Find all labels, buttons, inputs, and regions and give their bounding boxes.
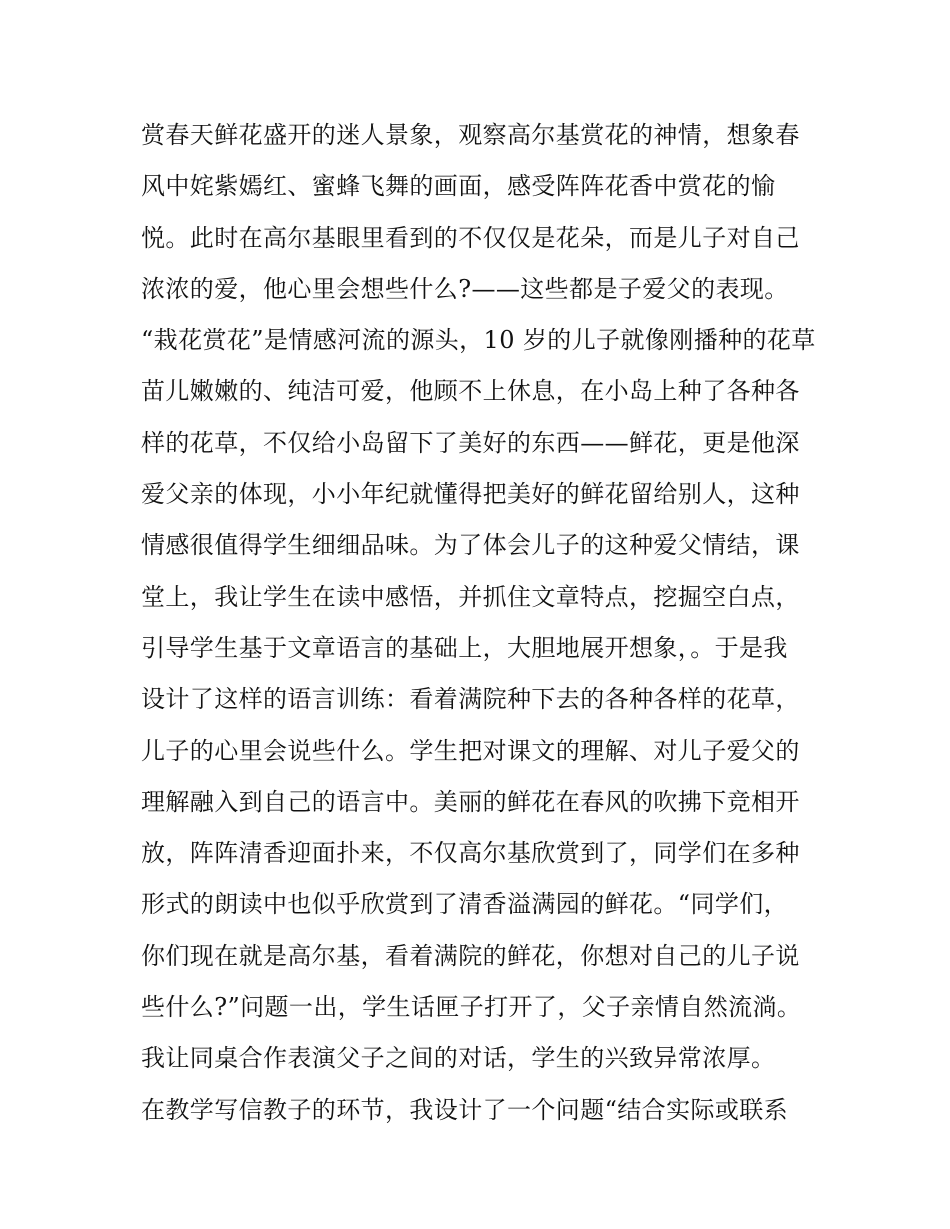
text-line: 赏春天鲜花盛开的迷人景象，观察高尔基赏花的神情，想象春 bbox=[141, 121, 800, 149]
text-line: 爱父亲的体现，小小年纪就懂得把美好的鲜花留给别人，这种 bbox=[141, 480, 800, 509]
text-line: 在教学写信教子的环节，我设计了一个问题“结合实际或联系 bbox=[141, 1095, 789, 1124]
text-line: 我让同桌合作表演父子之间的对话，学生的兴致异常浓厚。 bbox=[141, 1044, 776, 1073]
text-line: 样的花草，不仅给小岛留下了美好的东西——鲜花，更是他深 bbox=[141, 428, 800, 457]
text-line: 儿子的心里会说些什么。学生把对课文的理解、对儿子爱父的 bbox=[141, 736, 800, 765]
text-line: 苗儿嫩嫩的、纯洁可爱，他顾不上休息，在小岛上种了各种各 bbox=[141, 377, 800, 406]
text-line: 风中姹紫嫣红、蜜蜂飞舞的画面，感受阵阵花香中赏花的愉 bbox=[141, 172, 776, 201]
text-line: 引导学生基于文章语言的基础上，大胆地展开想象，。于是我 bbox=[141, 633, 788, 662]
text-line: 设计了这样的语言训练：看着满院种下去的各种各样的花草， bbox=[141, 685, 800, 714]
text-line: 悦。此时在高尔基眼里看到的不仅仅是花朵，而是儿子对自己 bbox=[141, 223, 800, 252]
text-line: 情感很值得学生细细品味。为了体会儿子的这种爱父情结，课 bbox=[141, 531, 800, 560]
text-line: 放，阵阵清香迎面扑来，不仅高尔基欣赏到了，同学们在多种 bbox=[141, 839, 800, 868]
text-line: 堂上，我让学生在读中感悟，并抓住文章特点，挖掘空白点， bbox=[141, 582, 800, 611]
text-line: 些什么?”问题一出，学生话匣子打开了，父子亲情自然流淌。 bbox=[141, 993, 802, 1022]
text-line: 形式的朗读中也似乎欣赏到了清香溢满园的鲜花。“同学们， bbox=[141, 890, 789, 919]
text-line: 浓浓的爱，他心里会想些什么?——这些都是子爱父的表现。 bbox=[141, 274, 789, 303]
text-line: 理解融入到自己的语言中。美丽的鲜花在春风的吹拂下竞相开 bbox=[141, 787, 800, 816]
body-text bbox=[141, 110, 821, 1136]
text-line: 你们现在就是高尔基，看着满院的鲜花，你想对自己的儿子说 bbox=[141, 941, 800, 970]
text-line: “栽花赏花”是情感河流的源头，10 岁的儿子就像刚播种的花草 bbox=[141, 326, 816, 355]
